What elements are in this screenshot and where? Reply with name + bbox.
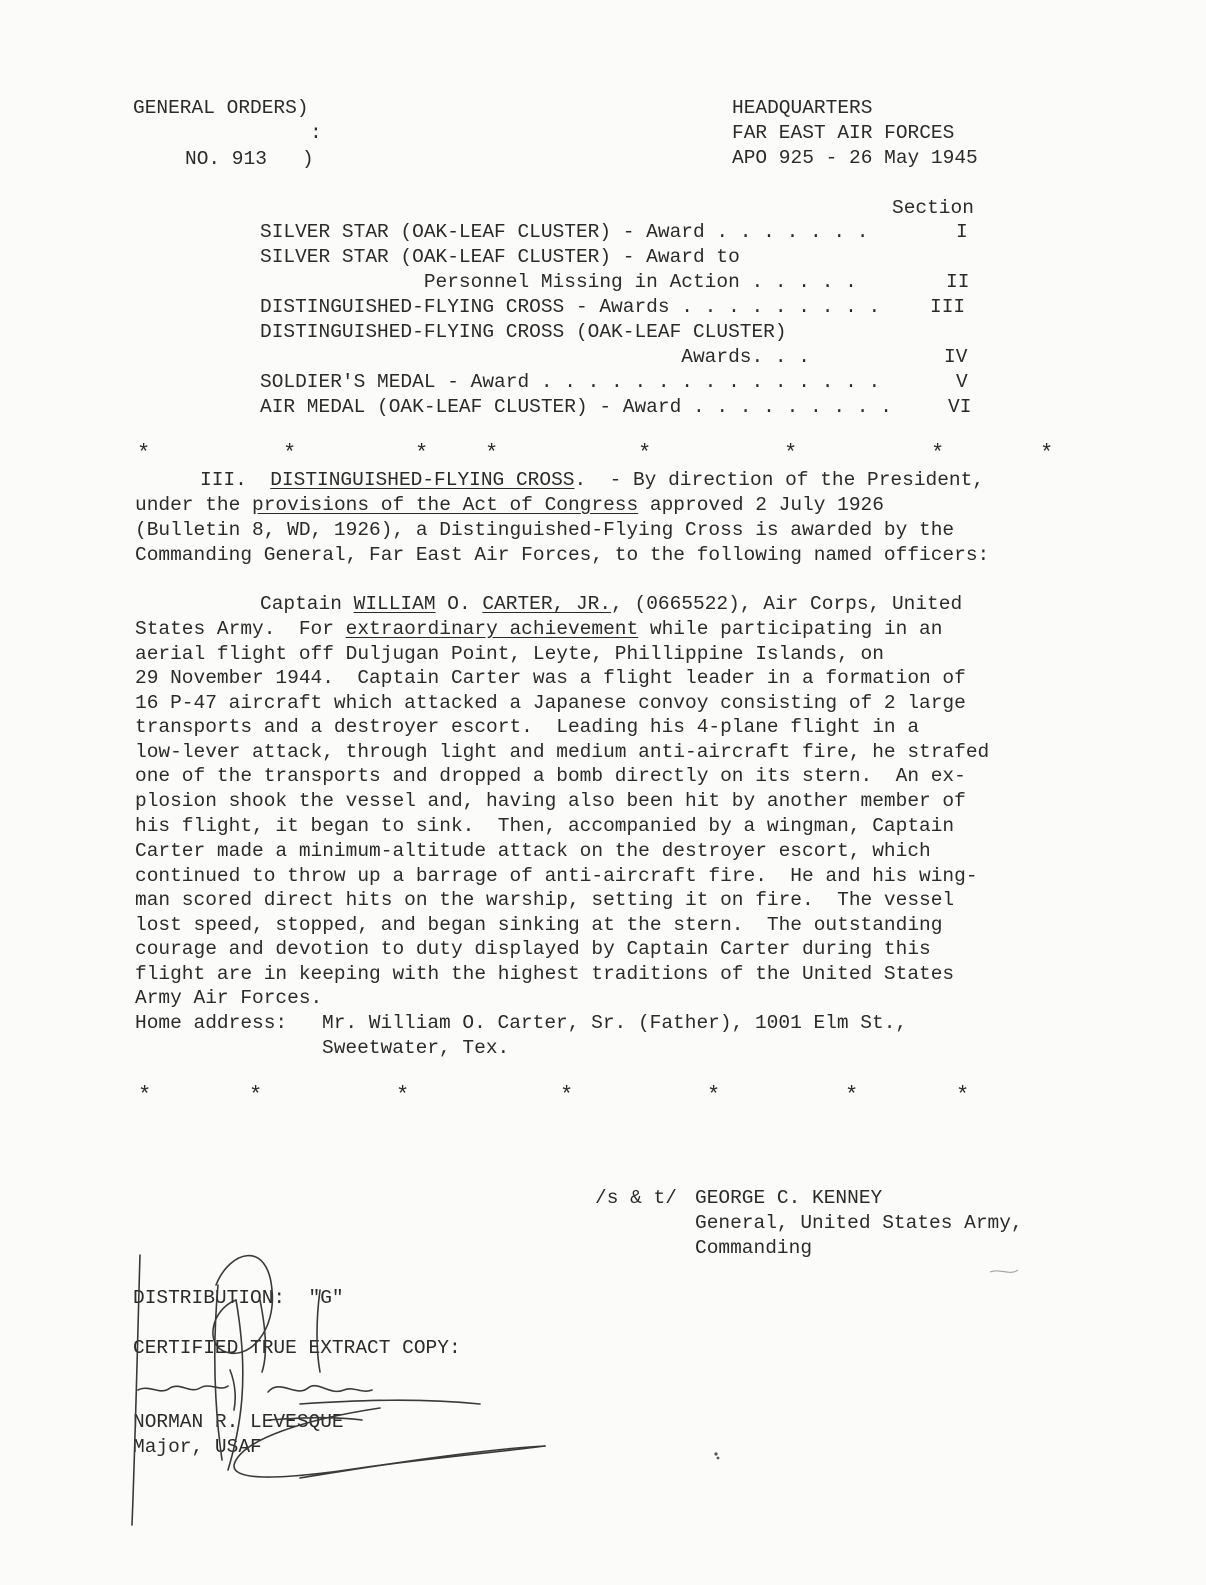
separator-star: * (485, 441, 499, 466)
signature-stroke (234, 1408, 545, 1477)
text-run: approved 2 July 1926 (638, 494, 884, 516)
citation-line: Carter made a minimum-altitude attack on the destroyer escort, which (135, 840, 931, 862)
signature-role: Commanding (695, 1237, 813, 1259)
text-run: , (0665522), Air Corps, United (611, 593, 963, 615)
separator-star: * (249, 1083, 263, 1108)
citation-line: 29 November 1944. Captain Carter was a flight leader in a formation of (135, 667, 966, 689)
text-run: States Army. For (135, 618, 346, 640)
section-title: DISTINGUISHED-FLYING CROSS (270, 469, 575, 491)
toc-row-text: SILVER STAR (OAK-LEAF CLUSTER) - Award . . . . . . . (260, 221, 869, 243)
certifier-rank: Major, USAF (133, 1436, 262, 1458)
citation-line: lost speed, stopped, and began sinking at the stern. The outstanding (135, 914, 943, 936)
text-run: under the (135, 494, 253, 516)
signature-stroke (268, 1386, 372, 1392)
toc-row-section: VI (948, 396, 972, 418)
ink-dot (714, 1452, 719, 1459)
toc-row-section: II (946, 271, 970, 293)
toc-row-section: I (956, 221, 968, 243)
home-address-label: Home address: (135, 1012, 288, 1034)
signature-stroke (230, 1370, 235, 1410)
header-colon: : (310, 122, 322, 144)
certified-copy-line: CERTIFIED TRUE EXTRACT COPY: (133, 1337, 461, 1359)
citation-line: man scored direct hits on the warship, setting it on fire. The vessel (135, 889, 955, 911)
citation-line: flight are in keeping with the highest traditions of the United States (135, 963, 955, 985)
signature-prefix: /s & t/ (595, 1187, 677, 1209)
toc-row-text: SILVER STAR (OAK-LEAF CLUSTER) - Award to (260, 246, 740, 268)
headquarters-label: HEADQUARTERS (732, 97, 873, 119)
certifier-name: NORMAN R. LEVESQUE (133, 1411, 344, 1433)
separator-star: * (415, 441, 429, 466)
separator-star: * (956, 1083, 970, 1108)
separator-star: * (707, 1083, 721, 1108)
underlined-run: provisions of the Act of Congress (252, 494, 639, 516)
separator-star: * (138, 1083, 152, 1108)
signature-stroke (268, 1418, 362, 1420)
underlined-run: extraordinary achievement (345, 618, 639, 640)
citation-line: one of the transports and dropped a bomb directly on its stern. An ex- (135, 765, 966, 787)
unit-name: FAR EAST AIR FORCES (732, 122, 955, 144)
section-column-label: Section (892, 197, 974, 219)
citation-line: courage and devotion to duty displayed by Captain Carter during this (135, 938, 931, 960)
home-address-line: Mr. William O. Carter, Sr. (Father), 1001 Elm St., (322, 1012, 908, 1034)
citation-line: his flight, it began to sink. Then, accompanied by a wingman, Captain (135, 815, 955, 837)
signature-stroke (317, 1290, 320, 1372)
section-numeral: III. (200, 469, 247, 491)
toc-row-text: DISTINGUISHED-FLYING CROSS - Awards . . . . . . . . . (260, 296, 881, 318)
order-number: NO. 913 ) (185, 148, 314, 170)
citation-line: 16 P-47 aircraft which attacked a Japanese convoy consisting of 2 large (135, 692, 966, 714)
toc-row-text: DISTINGUISHED-FLYING CROSS (OAK-LEAF CLUSTER) (260, 321, 787, 343)
separator-star: * (784, 441, 798, 466)
faint-mark (990, 1270, 1018, 1272)
section-intro: . - By direction of the President, (574, 469, 985, 491)
section-text-line: (Bulletin 8, WD, 1926), a Distinguished-Flying Cross is awarded by the (135, 519, 955, 541)
separator-star: * (137, 441, 151, 466)
toc-row-text: AIR MEDAL (OAK-LEAF CLUSTER) - Award . . . . . . . . . (260, 396, 892, 418)
separator-star: * (396, 1083, 410, 1108)
section-text-line: Commanding General, Far East Air Forces, to the following named officers: (135, 544, 990, 566)
citation-line: aerial flight off Duljugan Point, Leyte, Phillippine Islands, on (135, 643, 884, 665)
toc-row-text: SOLDIER'S MEDAL - Award . . . . . . . . . . . . . . . (260, 371, 881, 393)
separator-star: * (560, 1083, 574, 1108)
separator-star: * (1040, 441, 1054, 466)
signature-stroke (300, 1400, 480, 1404)
separator-star: * (845, 1083, 859, 1108)
apo-date: APO 925 - 26 May 1945 (732, 147, 978, 169)
home-address-line: Sweetwater, Tex. (322, 1037, 510, 1059)
toc-row-section: III (930, 296, 966, 318)
citation-line: transports and a destroyer escort. Leading his 4-plane flight in a (135, 716, 920, 738)
citation-line: Army Air Forces. (135, 987, 323, 1009)
text-run: while participating in an (638, 618, 943, 640)
signature-stroke (138, 1386, 228, 1391)
citation-line: plosion shook the vessel and, having also been hit by another member of (135, 790, 966, 812)
citation-line: low-lever attack, through light and medium anti-aircraft fire, he strafed (135, 741, 990, 763)
separator-star: * (638, 441, 652, 466)
general-orders-label: GENERAL ORDERS) (133, 97, 309, 119)
toc-row-text: Awards. . . (260, 346, 810, 368)
text-run: O. (435, 593, 483, 615)
underlined-run: WILLIAM (353, 593, 436, 615)
toc-row-text: Personnel Missing in Action . . . . . (260, 271, 857, 293)
underlined-run: CARTER, JR. (482, 593, 612, 615)
signature-stroke (213, 1256, 272, 1354)
signature-rank: General, United States Army, (695, 1212, 1023, 1234)
separator-star: * (931, 441, 945, 466)
text-run: Captain (260, 593, 354, 615)
signature-stroke (228, 1300, 243, 1470)
distribution-line: DISTRIBUTION: "G" (133, 1287, 344, 1309)
signature-name: GEORGE C. KENNEY (695, 1187, 883, 1209)
toc-row-section: V (956, 371, 968, 393)
citation-line: continued to throw up a barrage of anti-aircraft fire. He and his wing- (135, 865, 978, 887)
separator-star: * (283, 441, 297, 466)
toc-row-section: IV (944, 346, 968, 368)
